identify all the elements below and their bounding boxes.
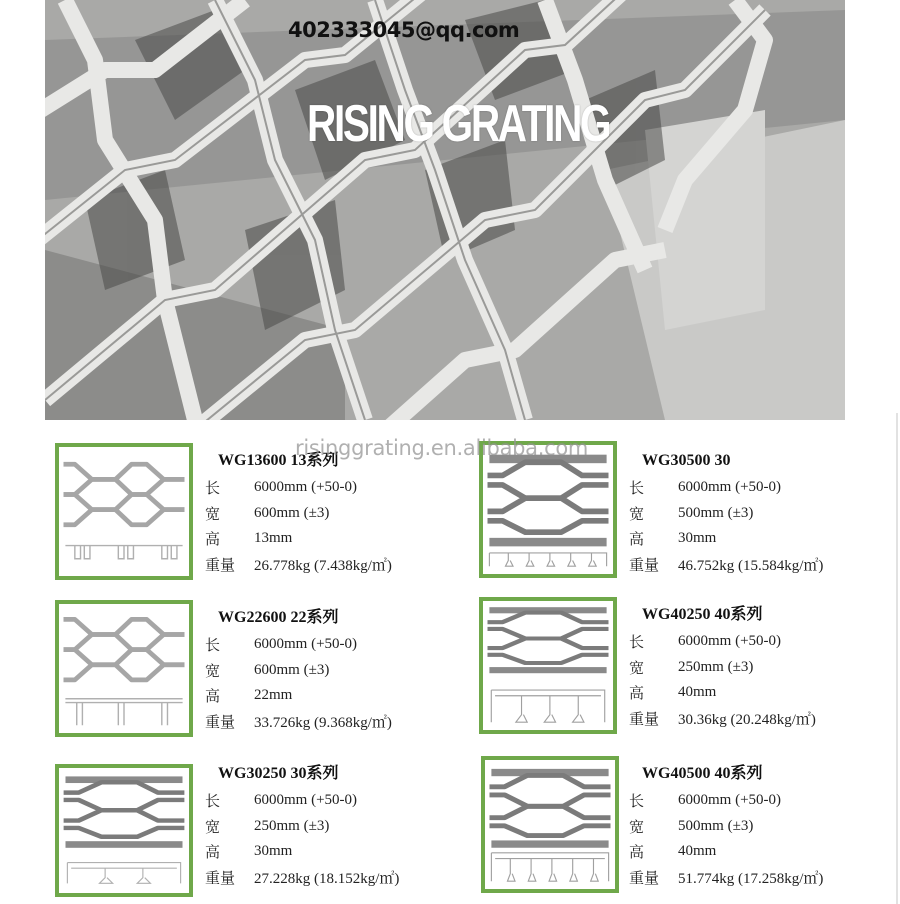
height-value: 30mm [254,843,293,860]
width-label: 宽 [205,504,221,523]
height-label: 高 [629,843,645,862]
length-label: 长 [629,479,645,498]
height-value: 22mm [254,687,293,704]
weight-label: 重量 [629,555,660,574]
width-value: 250mm (±3) [678,658,754,675]
height-label: 高 [205,687,221,706]
length-value: 6000mm (+50-0) [254,636,358,653]
hero-product-photo [45,0,845,420]
height-label: 高 [205,843,221,862]
width-value: 600mm (±3) [254,504,330,521]
product-card [55,443,475,583]
length-label: 长 [205,636,221,655]
weight-value: 46.752kg (15.584kg/㎡) [678,557,824,574]
weight-label: 重量 [205,555,236,574]
weight-value: 27.228kg (18.152kg/㎡) [254,870,400,887]
width-label: 宽 [205,661,221,680]
product-title: WG13600 13系列 [218,452,339,469]
height-label: 高 [629,530,645,549]
width-label: 宽 [629,658,645,677]
height-value: 13mm [254,530,293,547]
width-label: 宽 [205,817,221,836]
product-diagram-thumbnail [479,597,617,734]
height-label: 高 [205,530,221,549]
width-value: 500mm (±3) [678,817,754,834]
product-card [479,597,899,737]
product-card [479,441,899,581]
product-diagram-thumbnail [479,441,617,578]
weight-label: 重量 [629,709,660,728]
height-value: 30mm [678,530,717,547]
length-value: 6000mm (+50-0) [678,633,782,650]
weight-value: 26.778kg (7.438kg/㎡) [254,557,392,574]
product-diagram-thumbnail [481,756,619,893]
product-diagram-thumbnail [55,443,193,580]
watermark: risinggrating.en.alibaba.com [295,436,589,460]
height-value: 40mm [678,684,717,701]
weight-label: 重量 [205,712,236,731]
contact-email: 402333045@qq.com [288,18,520,42]
product-card [55,600,475,740]
length-label: 长 [205,479,221,498]
width-value: 600mm (±3) [254,661,330,678]
height-label: 高 [629,684,645,703]
product-card [481,756,900,896]
length-label: 长 [629,633,645,652]
height-value: 40mm [678,843,717,860]
product-title: WG30250 30系列 [218,765,339,782]
length-value: 6000mm (+50-0) [254,792,358,809]
length-value: 6000mm (+50-0) [678,792,782,809]
length-value: 6000mm (+50-0) [254,479,358,496]
length-label: 长 [205,792,221,811]
width-label: 宽 [629,504,645,523]
width-label: 宽 [629,817,645,836]
width-value: 500mm (±3) [678,504,754,521]
width-value: 250mm (±3) [254,817,330,834]
weight-value: 33.726kg (9.368kg/㎡) [254,714,392,731]
product-title: WG40500 40系列 [642,765,763,782]
weight-label: 重量 [205,868,236,887]
product-title: WG22600 22系列 [218,609,339,626]
length-label: 长 [629,792,645,811]
length-value: 6000mm (+50-0) [678,479,782,496]
weight-value: 51.774kg (17.258kg/㎡) [678,870,824,887]
product-title: WG30500 30 [642,452,731,469]
product-diagram-thumbnail [55,600,193,737]
product-title: WG40250 40系列 [642,606,763,623]
expanded-metal-mesh-illustration [45,0,845,420]
product-diagram-thumbnail [55,764,193,897]
weight-label: 重量 [629,868,660,887]
product-card [55,764,475,904]
weight-value: 30.36kg (20.248kg/㎡) [678,711,816,728]
brand-title: RISING GRATING [307,95,610,153]
